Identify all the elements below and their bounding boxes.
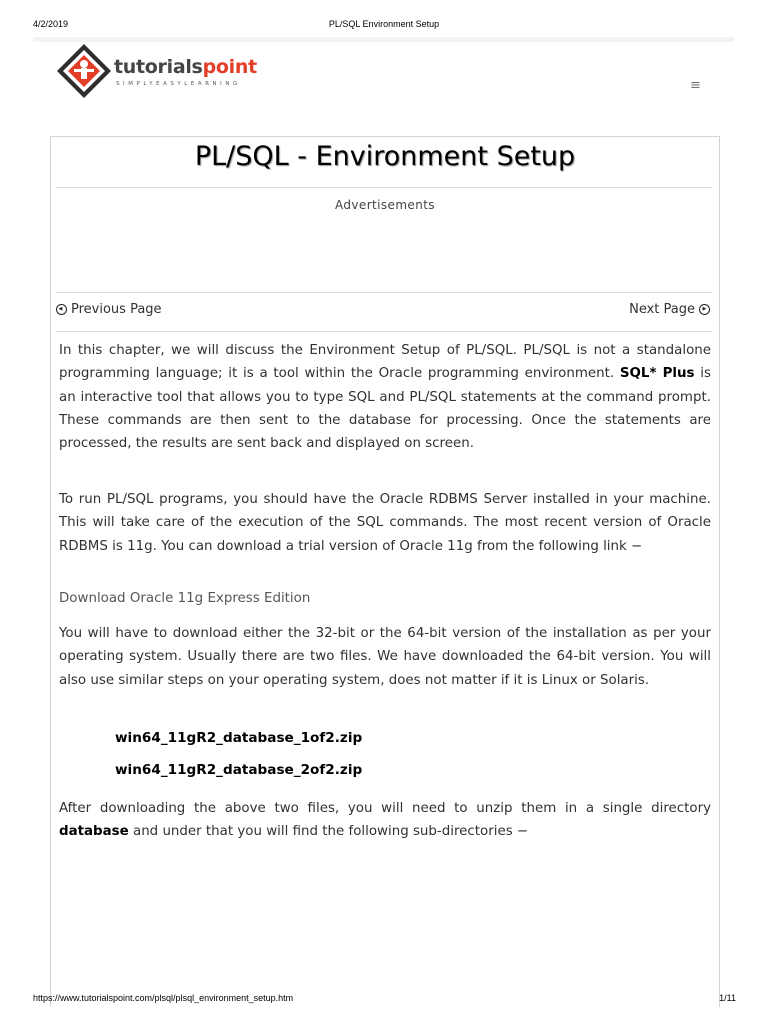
- advertisements-label: Advertisements: [335, 198, 435, 212]
- file-name-2: win64_11gR2_database_2of2.zip: [115, 762, 363, 778]
- page-title: PL/SQL - Environment Setup: [194, 141, 576, 172]
- paragraph-unzip-text-2: and under that you will find the following sub-directories −: [128, 824, 529, 840]
- paragraph-intro-text: In this chapter, we will discuss the Environment Setup of PL/SQL. PL/SQL is not a standalone programming language; it is a tool within the Oracle programming environment.: [59, 343, 711, 382]
- print-page-number: 1/11: [719, 993, 736, 1003]
- print-date: 4/2/2019: [33, 19, 69, 29]
- logo-text-part2: point: [202, 56, 257, 78]
- content-frame: [50, 136, 720, 1007]
- database-bold: database: [59, 824, 129, 840]
- logo-text-part1: tutorials: [114, 56, 203, 78]
- logo-tagline: SIMPLYEASYLEARNING: [116, 81, 241, 87]
- next-page-link[interactable]: [629, 302, 710, 317]
- download-oracle-link[interactable]: Download Oracle 11g Express Edition: [59, 591, 311, 606]
- paragraph-unzip: [59, 797, 711, 844]
- paragraph-unzip-text: After downloading the above two files, you will need to unzip them in a single directory: [59, 801, 711, 816]
- paragraph-requirements: To run PL/SQL programs, you should have the Oracle RDBMS Server installed in your machine. This will take care of the execution of the SQL commands. The most recent version of Oracle RDBMS is 11g. You can download a trial version of Oracle 11g from the following link −: [59, 492, 711, 554]
- sqlplus-bold: SQL* Plus: [619, 366, 695, 382]
- print-footer: [0, 992, 768, 1012]
- divider: [56, 292, 712, 293]
- divider: [56, 187, 712, 188]
- paragraph-versions: You will have to download either the 32-bit or the 64-bit version of the installation as per your operating system. Usually there are two files. We have downloaded the 64-bit version. You will also use similar steps on your operating system, does not matter if it is Linux or Solaris.: [59, 626, 711, 688]
- hamburger-icon[interactable]: ≡: [690, 78, 701, 93]
- logo-emblem-icon: [52, 39, 116, 109]
- paragraph-intro-text-2: is an interactive tool that allows you to type SQL and PL/SQL statements at the command prompt. These commands are then sent to the database for processing. Once the statements are processed, the results are sent back and displayed on screen.: [59, 366, 711, 452]
- logo-text: [114, 56, 257, 78]
- file-name-1: win64_11gR2_database_1of2.zip: [115, 730, 363, 746]
- circle-arrow-right-icon: ▶: [699, 304, 710, 315]
- paragraph-intro: [59, 339, 711, 455]
- site-logo[interactable]: [52, 39, 312, 119]
- next-page-label: Next Page: [629, 302, 695, 317]
- print-header: [0, 0, 768, 30]
- divider: [56, 331, 712, 332]
- previous-page-link[interactable]: [56, 302, 162, 317]
- circle-arrow-left-icon: ◀: [56, 304, 67, 315]
- previous-page-label: Previous Page: [71, 302, 162, 317]
- print-title: PL/SQL Environment Setup: [328, 19, 440, 29]
- print-url: https://www.tutorialspoint.com/plsql/plsql_environment_setup.htm: [33, 993, 294, 1003]
